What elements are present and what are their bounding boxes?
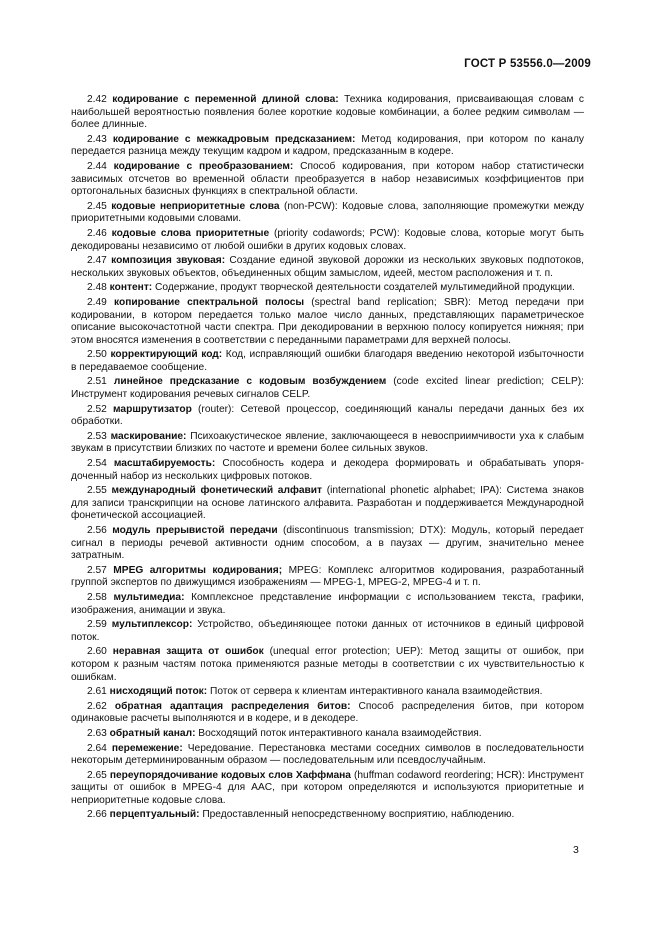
entry-definition: (international phonetic alphabet; IPA): Система знаков для записи транскрипции на основе латинского алфавита. Разработан и поддерживается Международной фонетической ассоциацией.: [71, 485, 584, 522]
definition-entry: [71, 134, 584, 159]
entry-number: 2.54: [87, 458, 107, 470]
definition-entry: [71, 592, 584, 617]
entry-definition: Чередование. Перестановка местами соседних символов в последовательности некоторым детерминированным образом — последовательным или псевдослучайным.: [71, 742, 584, 767]
entry-number: 2.56: [87, 525, 107, 536]
definition-entry: [71, 404, 584, 429]
entry-number: 2.44: [87, 160, 107, 172]
entry-number: 2.57: [87, 564, 107, 576]
entry-term: переупорядочивание кодовых слов Хаффмана: [109, 769, 351, 781]
entry-definition: Способ кодирования, при котором набор статистически зависимых отсчетов во временной области преобразуется в набор независимых коэффициентов при ортогональных базисных функциях в спектральной области.: [71, 160, 584, 198]
definition-entry: [71, 282, 584, 295]
entry-definition: (non-PCW): Кодовые слова, заполняющие промежутки между приоритетными кодовыми словами.: [71, 200, 584, 225]
entry-definition: Способность кодера и декодера формировать и обрабатывать упорядоченный набор из нескольких цифровых потоков.: [71, 458, 584, 482]
entry-term: международный фонетический алфавит: [111, 485, 323, 497]
entry-term: перцептуальный:: [109, 809, 200, 821]
entry-term: маскирование:: [110, 430, 187, 442]
entry-definition: (router): Сетевой процессор, соединяющий каналы передачи данных без их обработки.: [71, 403, 584, 428]
definition-entry: [71, 770, 584, 808]
entry-number: 2.47: [87, 255, 107, 267]
entry-number: 2.66: [87, 809, 107, 821]
entry-number: 2.45: [87, 200, 107, 212]
entry-definition: (unequal error protection; UEP): Метод защиты от ошибок, при котором к разным частям потока применяются разные методы в соответствии с их чувствительностью к ошибкам.: [71, 646, 584, 683]
entry-definition: Устройство, объединяющее потоки данных от источников в единый цифровой поток.: [71, 619, 584, 643]
page-number: 3: [573, 844, 579, 856]
entry-term: кодирование с межкадровым предсказанием:: [112, 133, 356, 145]
definition-entry: [71, 431, 584, 456]
entry-term: кодирование с переменной длиной слова:: [112, 94, 339, 105]
entry-term: перемежение:: [111, 742, 183, 754]
entry-number: 2.52: [87, 403, 107, 415]
entry-definition: Способ распределения битов, при котором одинаковые расчеты выполняются и в кодере, и в декодере.: [71, 700, 584, 725]
definition-entry: [71, 161, 584, 199]
entry-definition: Содержание, продукт творческой деятельности создателей мультимедийной продукции.: [152, 282, 575, 294]
entry-definition: Создание единой звуковой дорожки из нескольких звуковых подпотоков, нескольких звуковых объектов, объединенных общим замыслом, идеей, местом расположения и т. п.: [71, 255, 584, 279]
entry-term: MPEG алгоритмы кодирования;: [113, 564, 283, 576]
entry-term: кодовые слова приоритетные: [111, 227, 270, 239]
entry-definition: Восходящий поток интерактивного канала взаимодействия.: [195, 727, 482, 739]
definition-entry: [71, 619, 584, 644]
definition-entry: [71, 743, 584, 768]
entry-term: обратная адаптация распределения битов:: [114, 700, 351, 712]
entry-term: контент:: [109, 282, 153, 294]
entry-number: 2.60: [87, 646, 107, 658]
definition-entry: [71, 646, 584, 684]
entry-term: кодовые неприоритетные слова: [111, 200, 280, 212]
entry-number: 2.65: [87, 769, 107, 781]
entry-term: неравная защита от ошибок: [112, 646, 264, 658]
definition-entry: [71, 376, 584, 401]
entry-number: 2.59: [87, 619, 107, 631]
entry-term: мультимедиа:: [113, 591, 185, 603]
entry-definition: Комплексное представление информации с использованием текста, графики, изображения, анимации и звука.: [71, 591, 584, 616]
entry-number: 2.55: [87, 485, 107, 497]
entry-definition: Техника кодирования, присваивающая словам с наибольшей вероятностью появления более короткие кодовые комбинации, а более редким символам — более длинные.: [71, 94, 584, 131]
definition-entry: [71, 686, 584, 699]
entry-term: копирование спектральной полосы: [114, 296, 305, 308]
definition-entry: [71, 485, 584, 523]
entry-number: 2.58: [87, 591, 107, 603]
definition-entry: [71, 565, 584, 590]
entry-definition: Метод кодирования, при котором по каналу передается разница между текущим кадром и кадром, предсказанным в кодере.: [71, 133, 584, 158]
entry-definition: (code excited linear prediction; CELP): Инструмент кодирования речевых сигналов CELP.: [71, 376, 584, 401]
entry-term: композиция звуковая:: [111, 255, 226, 267]
entry-number: 2.51: [87, 376, 107, 388]
entry-number: 2.62: [87, 700, 107, 712]
entry-number: 2.42: [87, 94, 107, 105]
entry-definition: Код, исправляющий ошибки благодаря введению некоторой избыточности в передаваемое сообщение.: [71, 349, 584, 373]
entry-term: кодирование с преобразованием:: [113, 160, 294, 172]
definition-entry: [71, 94, 584, 132]
definition-entry: [71, 458, 584, 483]
entry-number: 2.61: [87, 686, 107, 698]
entry-definition: Психоакустическое явление, заключающееся в невосприимчивости уха к слабым звукам в присутствии близких по частоте и времени более сильных звуков.: [71, 430, 584, 455]
entry-term: масштабируемость:: [113, 458, 216, 470]
entry-number: 2.46: [87, 227, 107, 239]
entry-term: модуль прерывистой передачи: [112, 525, 278, 536]
definition-entry: [71, 297, 584, 347]
definition-entry: [71, 701, 584, 726]
entry-number: 2.53: [87, 430, 107, 442]
definition-entry: [71, 201, 584, 226]
entry-number: 2.50: [87, 349, 107, 361]
entry-term: маршрутизатор: [113, 403, 192, 415]
entry-number: 2.63: [87, 727, 107, 739]
entry-term: линейное предсказание с кодовым возбуждением: [113, 376, 387, 388]
definition-entry: [71, 228, 584, 253]
definition-entry: [71, 728, 584, 741]
entry-number: 2.64: [87, 742, 107, 754]
definition-entry: [71, 255, 584, 280]
entry-term: корректирующий код:: [110, 349, 223, 361]
entry-number: 2.48: [87, 282, 107, 294]
definition-entry: [71, 809, 584, 822]
entry-definition: Поток от сервера к клиентам интерактивного канала взаимодействия.: [207, 686, 543, 698]
entry-definition: (discontinuous transmission; DTX): Модуль, который передает сигнал в периоды речевой активности одним способом, а в паузах — другим, значительно менее затратным.: [71, 525, 584, 562]
entry-definition: MPEG: Комплекс алгоритмов кодирования, разработанный группой экспертов по движущимся изображениям — MPEG-1, MPEG-2, MPEG-4 и т. п.: [71, 564, 584, 589]
entry-number: 2.43: [87, 133, 107, 145]
entry-definition: (priority codawords; PCW): Кодовые слова, которые могут быть декодированы независимо от любой ошибки в других кодовых словах.: [71, 227, 584, 252]
entry-definition: Предоставленный непосредственному восприятию, наблюдению.: [199, 809, 515, 821]
entry-definition: (huffman codaword reordering; HCR): Инструмент защиты от ошибок в MPEG-4 для AAC, при котором определяются и используются приоритетные и неприоритетные кодовые слова.: [71, 769, 584, 806]
definitions-list: [71, 94, 584, 824]
entry-definition: (spectral band replication; SBR): Метод передачи при кодировании, в котором передается только малое число данных, представляющих параметрическое описание высокочастотной части спектра. При декодировании в верхнюю полосу копируется нижняя; при этом вносятся изменения в соответствии с переданными параметрами для верхней полосы.: [71, 296, 584, 346]
entry-term: мультиплексор:: [111, 619, 193, 631]
document-id-header: ГОСТ Р 53556.0—2009: [464, 58, 591, 70]
definition-entry: [71, 349, 584, 374]
entry-term: обратный канал:: [109, 727, 196, 739]
definition-entry: [71, 525, 584, 563]
entry-number: 2.49: [87, 296, 107, 308]
entry-term: нисходящий поток:: [109, 686, 208, 698]
